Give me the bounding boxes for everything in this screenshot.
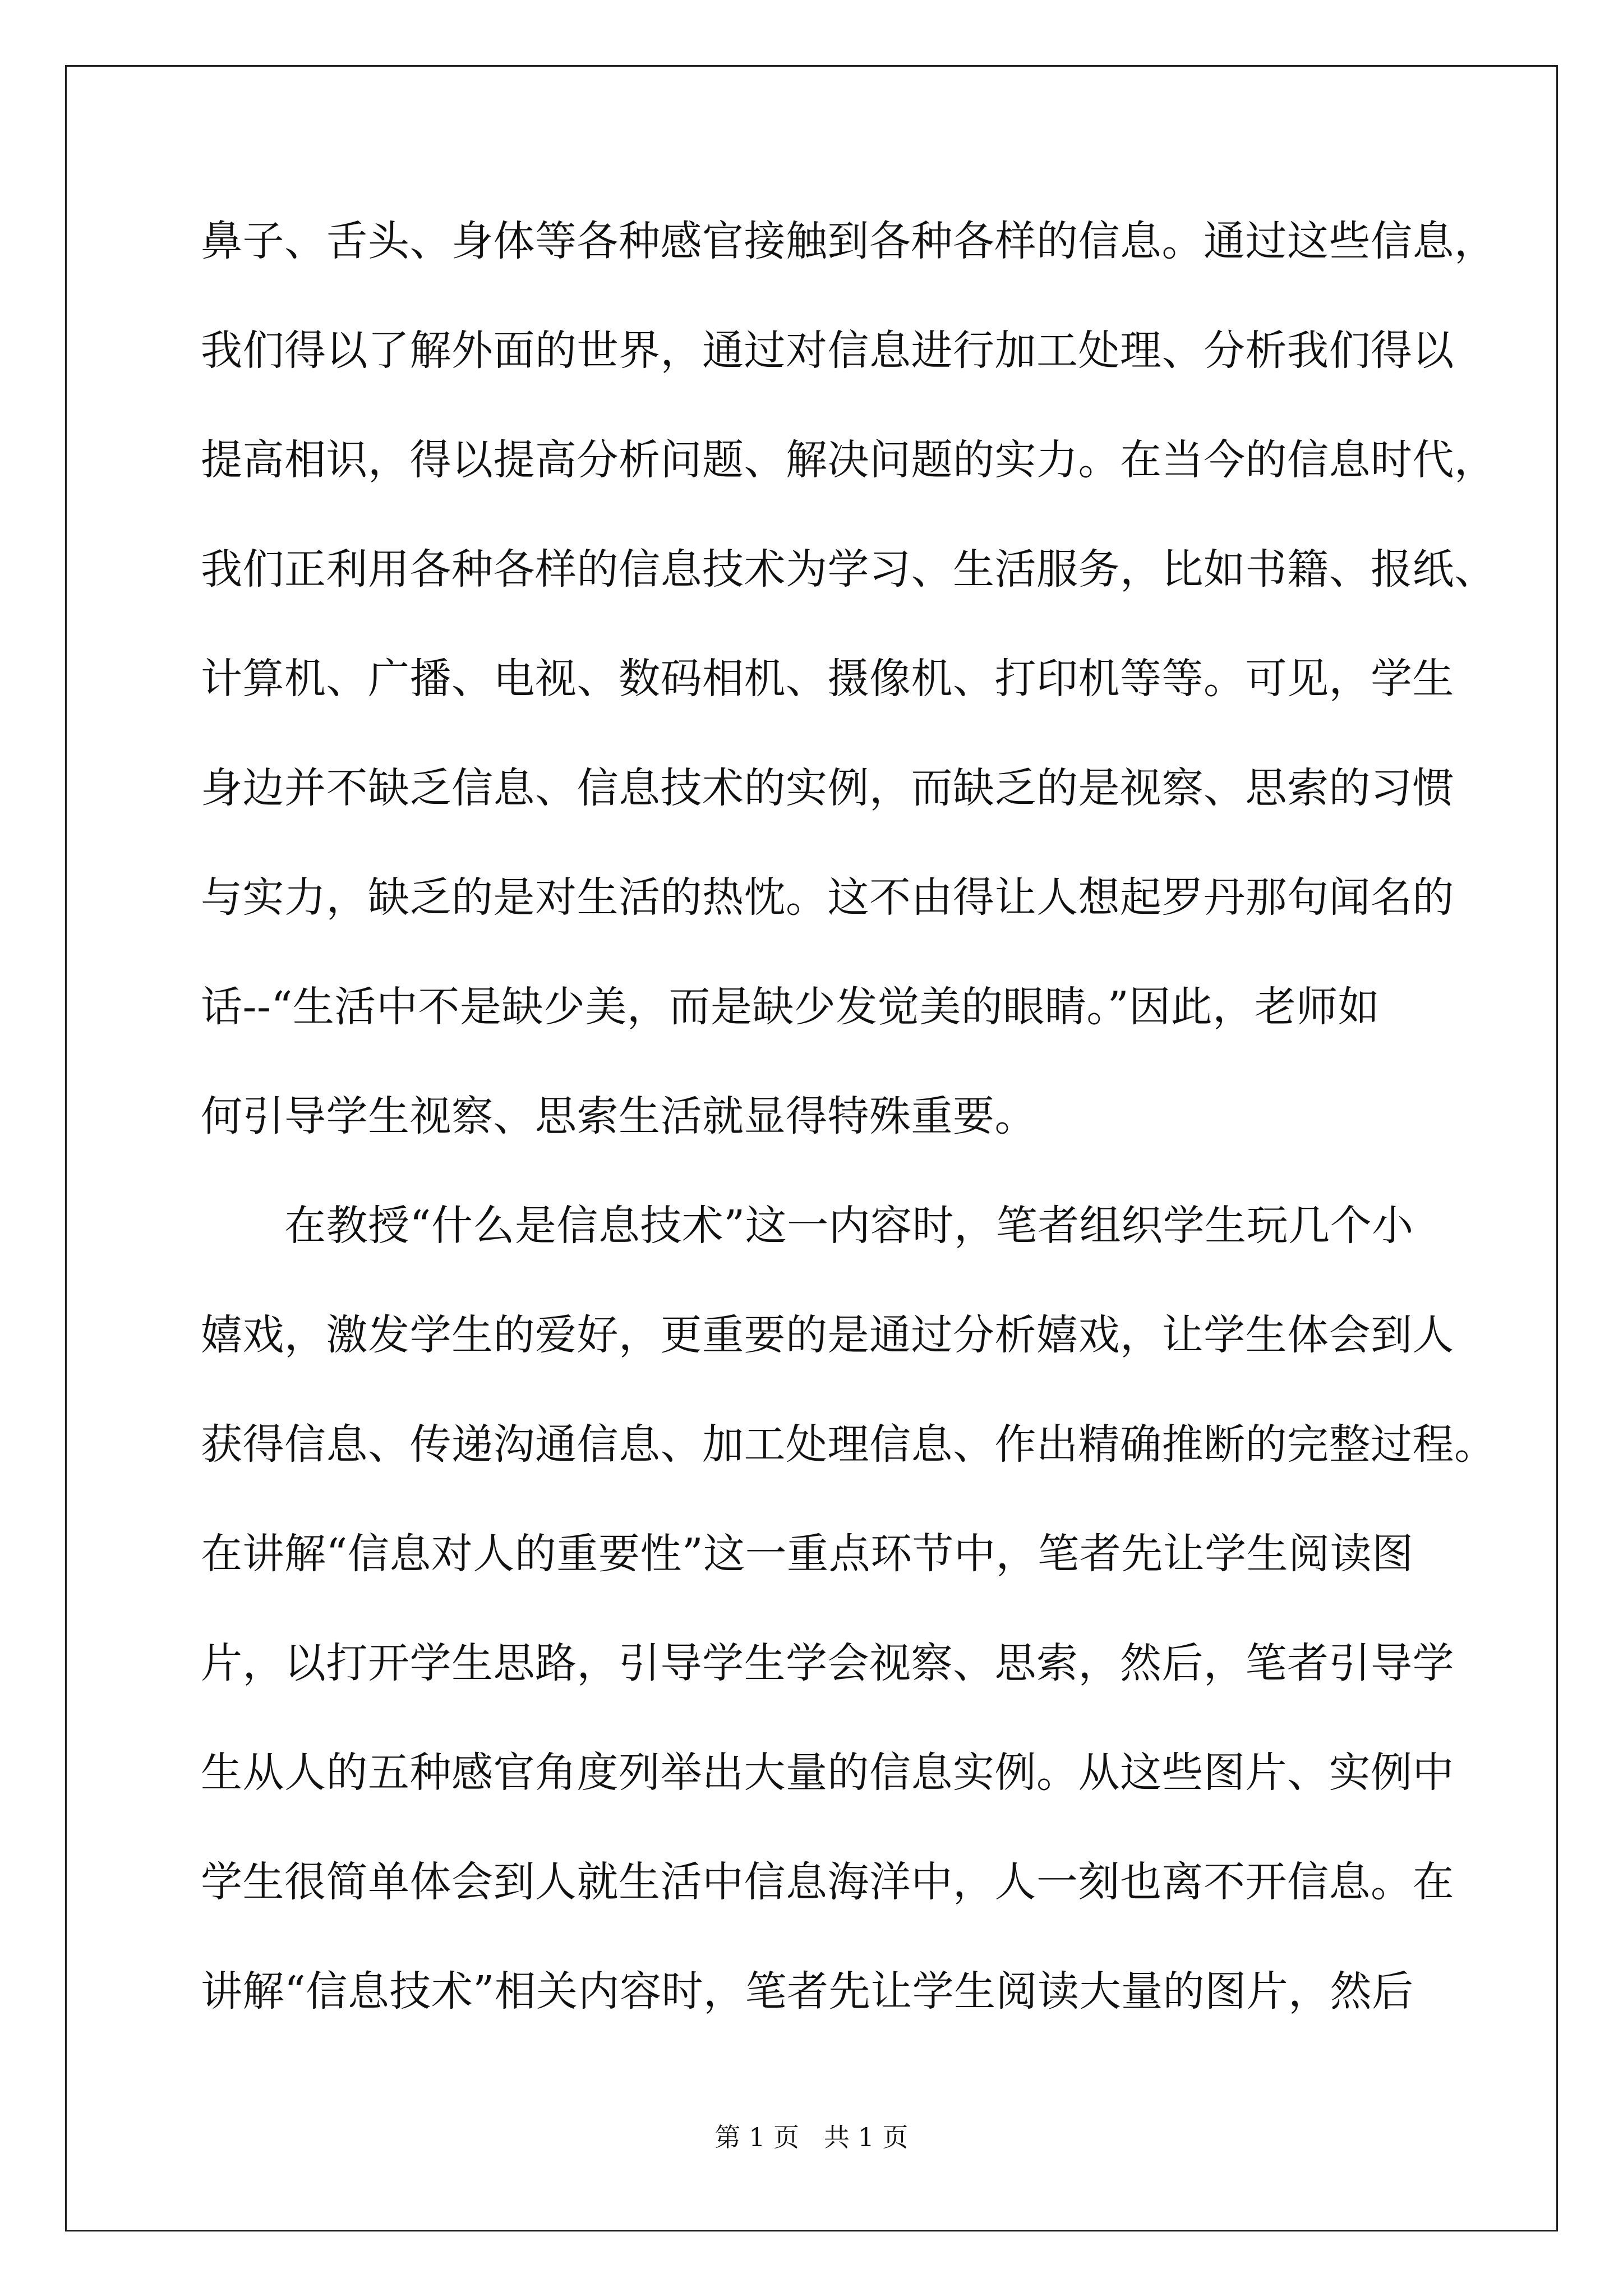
text-line: 提高相识，得以提高分析问题、解决问题的实力。在当今的信息时代，	[201, 436, 1496, 484]
text-line: 生从人的五种感官角度列举出大量的信息实例。从这些图片、实例中	[201, 1749, 1454, 1797]
text-line: 嬉戏，激发学生的爱好，更重要的是通过分析嬉戏，让学生体会到人	[201, 1311, 1454, 1359]
text-line: 计算机、广播、电视、数码相机、摄像机、打印机等等。可见，学生	[201, 655, 1454, 703]
text-line: 鼻子、舌头、身体等各种感官接触到各种各样的信息。通过这些信息，	[201, 217, 1496, 265]
text-line: 我们得以了解外面的世界，通过对信息进行加工处理、分析我们得以	[201, 326, 1454, 375]
page-footer: 第 1 页 共 1 页	[714, 2122, 909, 2152]
text-line: 讲解“信息技术”相关内容时，笔者先让学生阅读大量的图片，然后	[201, 1967, 1414, 2016]
text-line: 我们正利用各种各样的信息技术为学习、生活服务，比如书籍、报纸、	[201, 545, 1496, 593]
text-line: 片，以打开学生思路，引导学生学会视察、思索，然后，笔者引导学	[201, 1639, 1454, 1687]
text-line: 获得信息、传递沟通信息、加工处理信息、作出精确推断的完整过程。	[201, 1420, 1496, 1469]
text-line: 身边并不缺乏信息、信息技术的实例，而缺乏的是视察、思索的习惯	[201, 764, 1454, 812]
text-line: 何引导学生视察、思索生活就显得特殊重要。	[201, 1092, 1036, 1140]
text-line: 在教授“什么是信息技术”这一内容时，笔者组织学生玩几个小	[201, 1202, 1414, 1250]
text-line: 在讲解“信息对人的重要性”这一重点环节中，笔者先让学生阅读图	[201, 1530, 1414, 1578]
text-line: 学生很简单体会到人就生活中信息海洋中，人一刻也离不开信息。在	[201, 1858, 1454, 1906]
text-line: 话--“生活中不是缺少美，而是缺少发觉美的眼睛。”因此，老师如	[201, 983, 1380, 1031]
text-line: 与实力，缺乏的是对生活的热忱。这不由得让人想起罗丹那句闻名的	[201, 873, 1454, 922]
